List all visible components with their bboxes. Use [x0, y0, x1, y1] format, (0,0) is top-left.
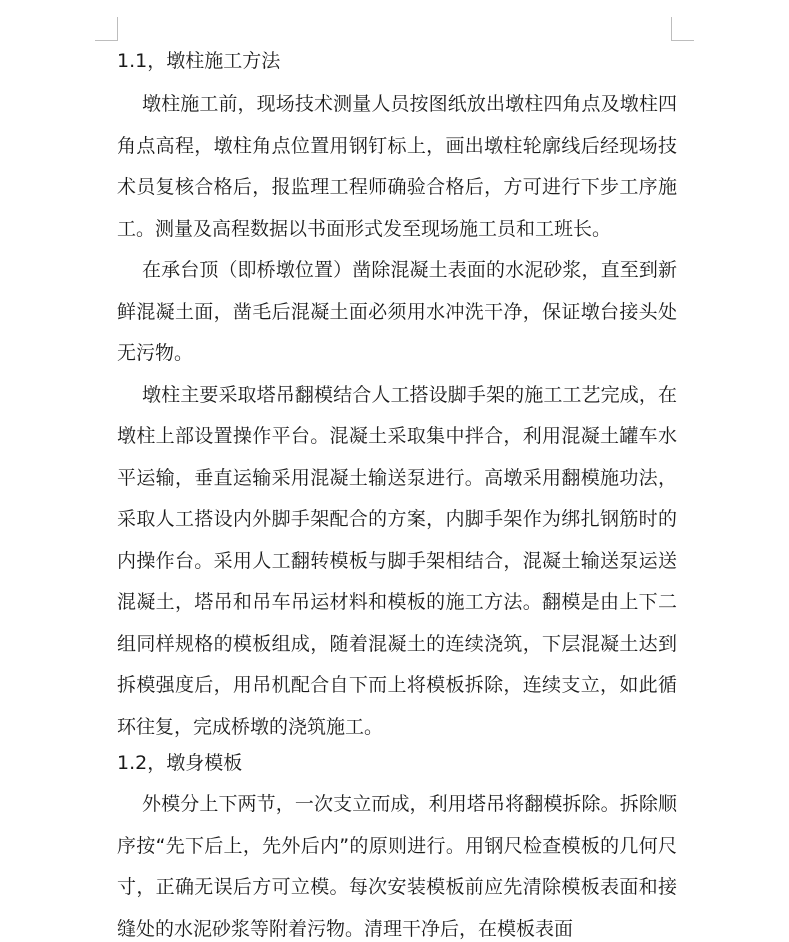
section-heading-1-2: 1.2，墩身模板 [117, 752, 243, 774]
paragraph-4: 外模分上下两节，一次支立而成，利用塔吊将翻模拆除。拆除顺序按“先下后上，先外后内”的原则进行。用钢尺检查模板的几何尺寸，正确无误后方可立模。每次安装模板前应先清除模板表面和接缝处的水泥砂浆等附着污物。清理干净后，在模板表面 [117, 793, 677, 940]
section-heading-1-1: 1.1，墩柱施工方法 [117, 50, 281, 72]
paragraph-3: 墩柱主要采取塔吊翻模结合人工搭设脚手架的施工工艺完成，在墩柱上部设置操作平台。混凝土采取集中拌合，利用混凝土罐车水平运输，垂直运输采用混凝土输送泵进行。高墩采用翻模施功法，采取人工搭设内外脚手架配合的方案，内脚手架作为绑扎钢筋时的内操作台。采用人工翻转模板与脚手架相结合，混凝土输送泵运送混凝土，塔吊和吊车吊运材料和模板的施工方法。翻模是由上下二组同样规格的模板组成，随着混凝土的连续浇筑，下层混凝土达到拆模强度后，用吊机配合自下而上将模板拆除，连续支立，如此循环往复，完成桥墩的浇筑施工。 [117, 383, 677, 738]
crop-mark-top-right-vertical [671, 17, 672, 41]
crop-mark-top-left-vertical [117, 17, 118, 41]
paragraph-2: 在承台顶（即桥墩位置）凿除混凝土表面的水泥砂浆，直至到新鲜混凝土面，凿毛后混凝土面必须用水冲洗干净，保证墩台接头处无污物。 [117, 259, 677, 364]
document-body [117, 46, 677, 942]
paragraph-1: 墩柱施工前，现场技术测量人员按图纸放出墩柱四角点及墩柱四角点高程，墩柱角点位置用钢钉标上，画出墩柱轮廓线后经现场技术员复核合格后，报监理工程师确验合格后，方可进行下步工序施工。测量及高程数据以书面形式发至现场施工员和工班长。 [117, 93, 677, 240]
crop-mark-top-left-horizontal [95, 40, 118, 41]
crop-mark-top-right-horizontal [671, 40, 694, 41]
